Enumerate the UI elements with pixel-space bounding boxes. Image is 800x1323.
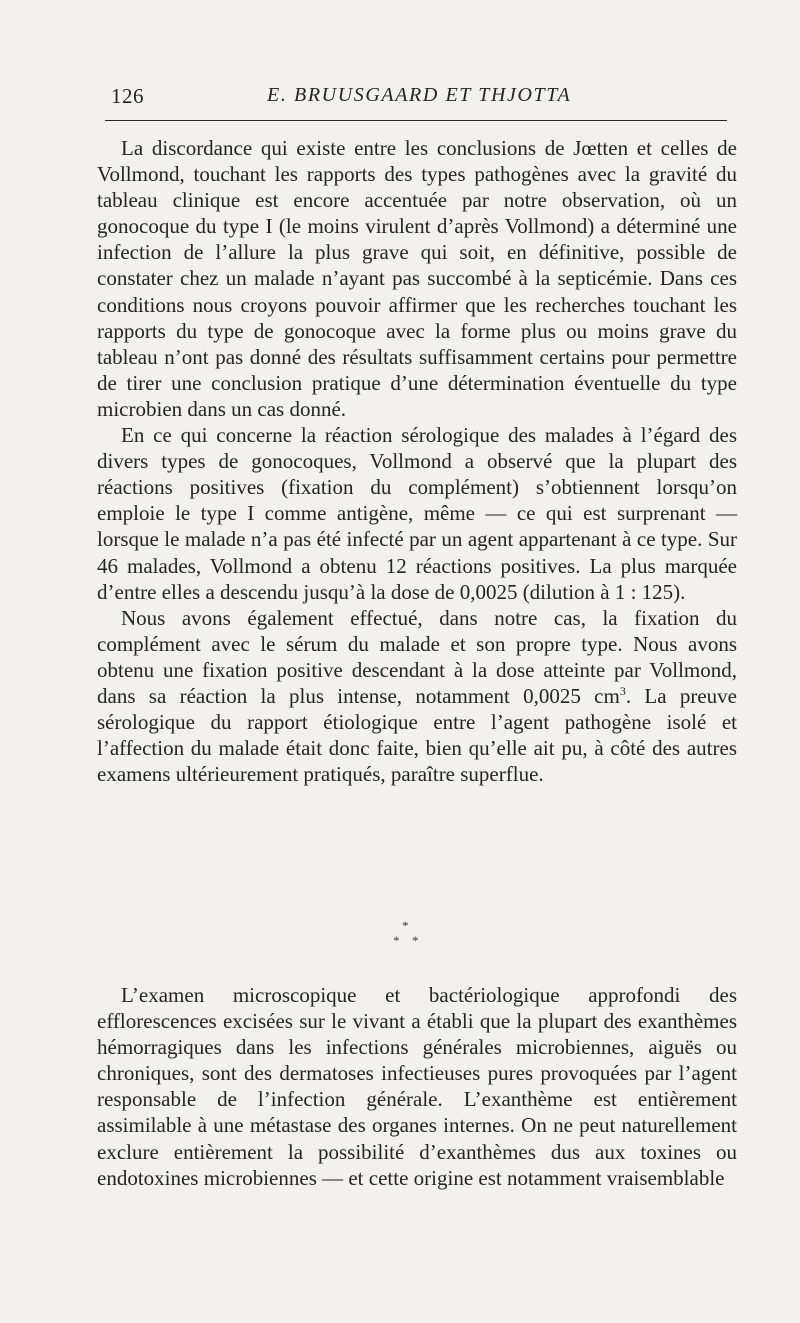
asterism-star: *	[412, 933, 419, 948]
paragraph-discordance: La discordance qui existe entre les conclusions de Jœtten et celles de Vollmond, touchant les rapports des types pathogènes avec la gravité du tableau clinique est encore accentuée par notre observation, où un gonocoque du type I (le moins virulent d’après Vollmond) a déterminé une infection de l’allure la plus grave qui soit, en définitive, possible de constater chez un malade n’ayant pas succombé à la septicémie. Dans ces conditions nous croyons pouvoir affirmer que les recherches touchant les rapports du type de gonocoque avec la forme plus ou moins grave du tableau n’ont pas donné des résultats suffisamment certains pour permettre de tirer une conclusion pratique d’une détermination éventuelle du type microbien dans un cas donné.	[97, 136, 737, 421]
asterism-star: *	[393, 933, 400, 948]
paragraph-serologic-reaction: En ce qui concerne la réaction sérologique des malades à l’égard des divers types de gonocoques, Vollmond a observé que la plupart des réactions positives (fixation du complément) s’obtiennent lorsqu’on emploie le type I comme antigène, même — ce qui est surprenant — lorsque le malade n’a pas été infecté par un agent appartenant à ce type. Sur 46 malades, Vollmond a obtenu 12 réactions positives. La plus marquée d’entre elles a descendu jusqu’à la dose de 0,0025 (dilution à 1 : 125).	[97, 423, 737, 604]
asterism-star: *	[402, 918, 409, 933]
header-rule	[105, 120, 727, 121]
running-title: E. BRUUSGAARD ET THJOTTA	[267, 84, 572, 106]
paragraph-complement-fixation-part1: Nous avons également effectué, dans notre cas, la fixation du complément avec le sérum du malade et son propre type. Nous avons obtenu une fixation positive descendant à la dose atteinte par Vollmond, dans sa réaction la plus intense, notamment 0,0025 cm	[97, 605, 737, 708]
paragraph-complement-fixation-part2: . La preuve sérologique du rapport étiologique entre l’agent pathogène isolé et l’affection du malade était donc faite, bien qu’elle ait pu, à côté des autres examens ultérieurement pratiqués, paraître superflue.	[97, 683, 737, 787]
running-head	[97, 78, 737, 112]
main-text-block	[97, 135, 737, 787]
asterism-separator	[380, 918, 440, 958]
superscript-cube: 3	[619, 683, 626, 698]
paragraph-complement-fixation	[97, 605, 737, 788]
second-text-block	[97, 982, 737, 1191]
page-number: 126	[111, 84, 144, 108]
paragraph-microscopic-exam: L’examen microscopique et bactériologique approfondi des efflorescences excisées sur le vivant a établi que la plupart des exanthèmes hémorragiques dans les infections générales microbiennes, aiguës ou chroniques, sont des dermatoses infectieuses pures provoquées par l’agent responsable de l’infection générale. L’exanthème est entièrement assimilable à une métastase des organes internes. On ne peut naturellement exclure entièrement la possibilité d’exanthèmes dus aux toxines ou endotoxines microbiennes — et cette origine est notamment vraisemblable	[97, 983, 737, 1190]
